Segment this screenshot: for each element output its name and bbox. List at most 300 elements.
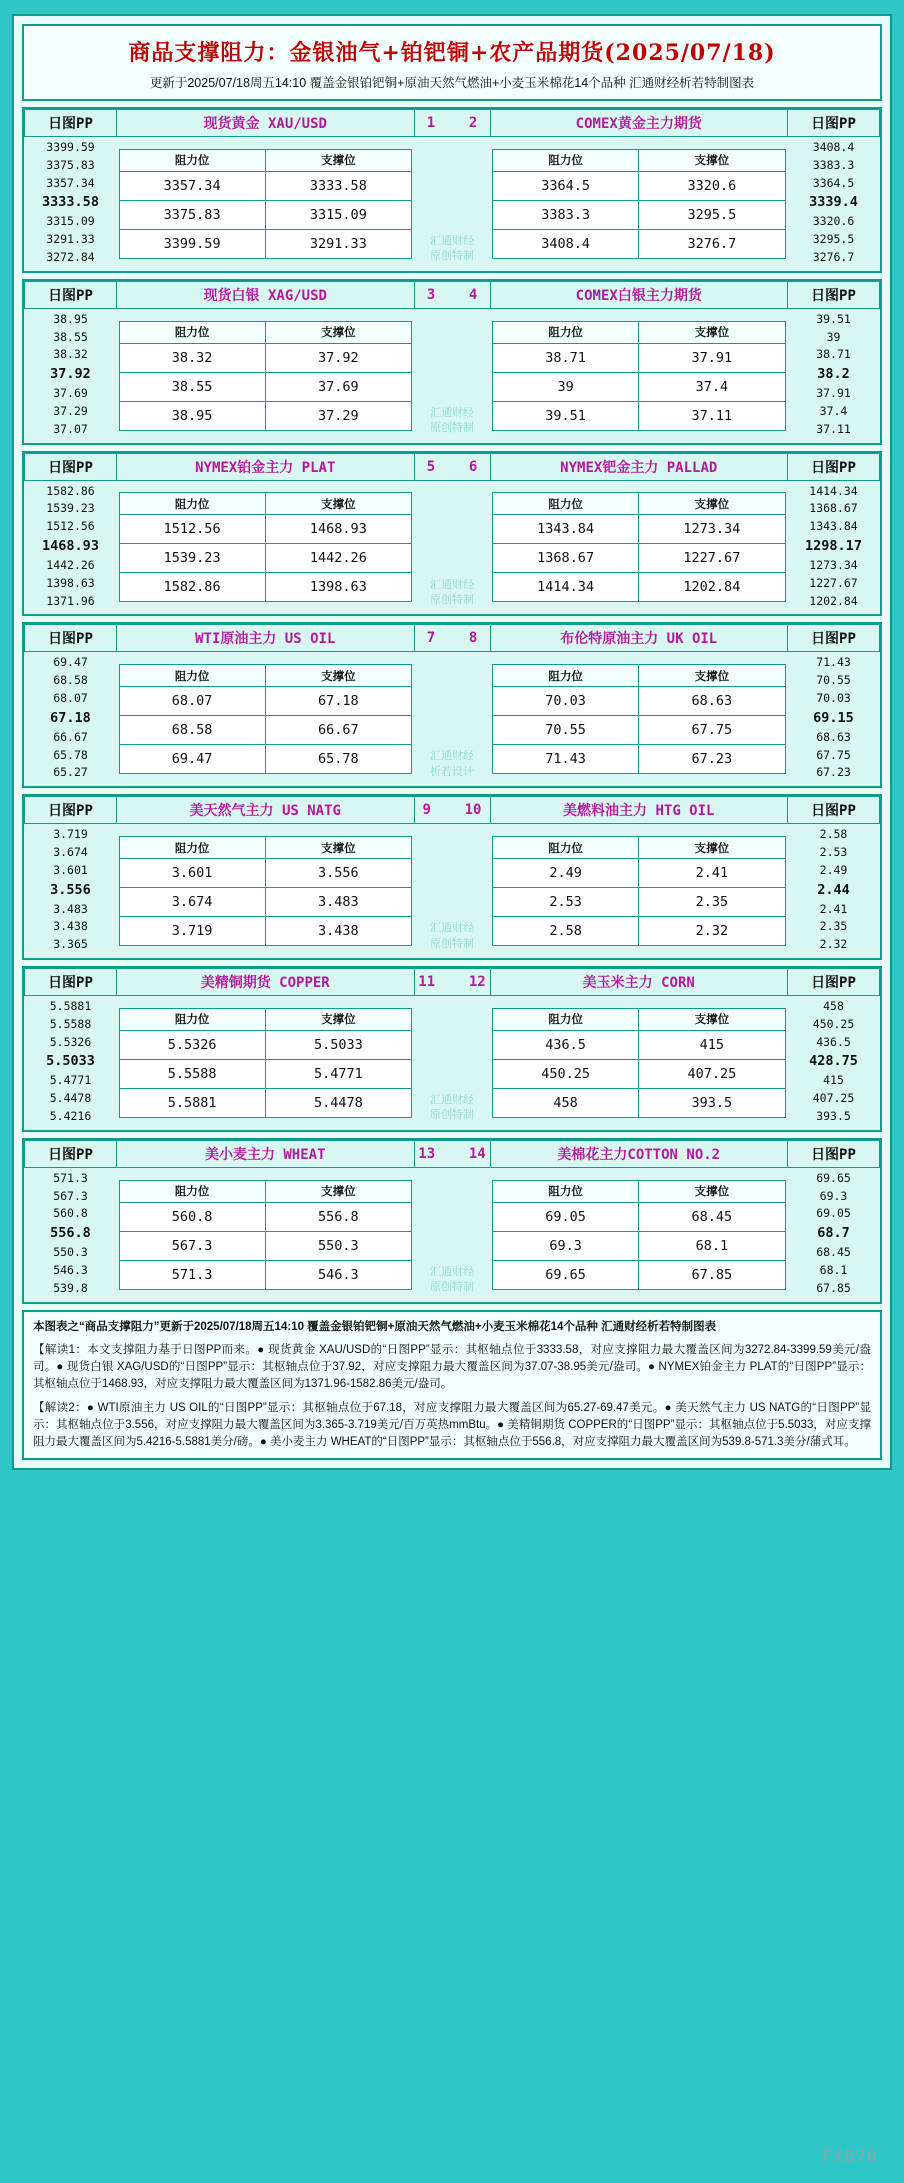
resistance-header: 阻力位 — [493, 1180, 639, 1202]
table-row — [493, 687, 786, 716]
support-cell: 3333.58 — [265, 171, 411, 200]
resistance-cell: 68.58 — [119, 716, 265, 745]
instrument-name-right: 布伦特原油主力 UK OIL — [490, 625, 788, 652]
resistance-cell: 68.07 — [119, 687, 265, 716]
table-row — [493, 1088, 786, 1117]
pp-levels-left — [25, 308, 117, 442]
pp-header-right: 日图PP — [788, 968, 880, 995]
table-row — [119, 171, 412, 200]
pp-level: 37.07 — [53, 421, 88, 436]
pp-level: 65.27 — [53, 765, 88, 780]
table-row — [493, 1260, 786, 1289]
pp-level: 5.5326 — [49, 1034, 92, 1049]
table-row — [119, 1260, 412, 1289]
support-cell: 37.69 — [265, 372, 411, 401]
instrument-name-right: 美玉米主力 CORN — [490, 968, 788, 995]
levels-table — [492, 1008, 786, 1118]
pp-level: 71.43 — [816, 655, 851, 670]
support-cell: 37.91 — [639, 343, 785, 372]
pp-level: 3.674 — [53, 845, 88, 859]
table-row — [119, 1059, 412, 1088]
support-cell: 1468.93 — [265, 515, 411, 544]
support-cell: 1202.84 — [639, 573, 785, 602]
pp-header-left: 日图PP — [25, 281, 117, 308]
table-row — [119, 343, 412, 372]
table-row — [119, 401, 412, 430]
pp-level: 38.71 — [816, 347, 851, 362]
pp-levels-right — [788, 1167, 880, 1301]
resistance-cell: 69.05 — [493, 1202, 639, 1231]
levels-left — [117, 652, 415, 786]
pp-level: 2.58 — [819, 827, 848, 842]
support-cell: 2.32 — [639, 917, 785, 946]
resistance-cell: 39 — [493, 372, 639, 401]
pp-level: 1202.84 — [809, 593, 858, 608]
pp-level: 3408.4 — [812, 140, 855, 154]
support-header: 支撑位 — [265, 665, 411, 687]
support-header: 支撑位 — [265, 1008, 411, 1030]
resistance-cell: 3357.34 — [119, 171, 265, 200]
pp-level: 3375.83 — [46, 157, 95, 172]
blocks-container — [22, 107, 882, 1304]
pp-header-right: 日图PP — [788, 281, 880, 308]
block-index: 11 12 — [414, 968, 490, 995]
pp-level: 38.55 — [53, 329, 88, 344]
support-header: 支撑位 — [639, 665, 785, 687]
table-row — [493, 888, 786, 917]
block-index: 1 2 — [414, 110, 490, 137]
table-row — [493, 401, 786, 430]
pp-level: 68.45 — [816, 1245, 851, 1260]
resistance-cell: 1368.67 — [493, 544, 639, 573]
pp-level: 69.3 — [819, 1188, 848, 1203]
pp-level: 3357.34 — [46, 175, 95, 190]
watermark-cell — [414, 824, 490, 958]
levels-table — [492, 321, 786, 431]
pp-level: 39 — [826, 329, 841, 344]
pp-levels-right — [788, 137, 880, 271]
pp-level: 38.2 — [817, 366, 850, 383]
pp-level: 539.8 — [53, 1280, 88, 1295]
pp-header-right: 日图PP — [788, 625, 880, 652]
pp-level: 3.483 — [53, 901, 88, 916]
resistance-cell: 2.53 — [493, 888, 639, 917]
levels-left — [117, 824, 415, 958]
levels-table — [119, 492, 413, 602]
support-cell: 1442.26 — [265, 544, 411, 573]
table-row — [493, 573, 786, 602]
resistance-cell: 70.03 — [493, 687, 639, 716]
pp-level: 407.25 — [812, 1091, 855, 1106]
instrument-name-right: 美棉花主力COTTON NO.2 — [490, 1140, 788, 1167]
pp-level: 68.07 — [53, 691, 88, 706]
pp-levels-left — [25, 995, 117, 1129]
resistance-cell: 3.601 — [119, 859, 265, 888]
resistance-header: 阻力位 — [493, 493, 639, 515]
pp-levels-right — [788, 308, 880, 442]
resistance-cell: 5.5881 — [119, 1088, 265, 1117]
levels-table — [119, 321, 413, 431]
instrument-name-left: NYMEX铂金主力 PLAT — [117, 453, 415, 480]
pp-level: 67.85 — [816, 1280, 851, 1295]
resistance-header: 阻力位 — [119, 665, 265, 687]
resistance-cell: 69.65 — [493, 1260, 639, 1289]
pp-level: 39.51 — [816, 311, 851, 326]
support-header: 支撑位 — [639, 1180, 785, 1202]
resistance-cell: 436.5 — [493, 1030, 639, 1059]
pp-level: 1414.34 — [809, 483, 858, 498]
resistance-cell: 5.5326 — [119, 1030, 265, 1059]
pp-level: 3.556 — [50, 881, 91, 898]
levels-right — [490, 308, 788, 442]
table-row — [493, 171, 786, 200]
instrument-name-left: 现货白银 XAG/USD — [117, 281, 415, 308]
instrument-name-left: 美小麦主力 WHEAT — [117, 1140, 415, 1167]
resistance-cell: 3364.5 — [493, 171, 639, 200]
support-header: 支撑位 — [639, 1008, 785, 1030]
resistance-cell: 69.47 — [119, 745, 265, 774]
pp-header-left: 日图PP — [25, 625, 117, 652]
support-cell: 67.23 — [639, 745, 785, 774]
resistance-cell: 38.55 — [119, 372, 265, 401]
levels-table — [492, 664, 786, 774]
pp-levels-right — [788, 652, 880, 786]
pp-levels-right — [788, 995, 880, 1129]
support-cell: 1227.67 — [639, 544, 785, 573]
instrument-name-right: 美燃料油主力 HTG OIL — [490, 797, 788, 824]
levels-table — [119, 1180, 413, 1290]
levels-table — [492, 1180, 786, 1290]
table-row — [119, 544, 412, 573]
pp-level: 68.58 — [53, 673, 88, 688]
table-row — [119, 1231, 412, 1260]
table-row — [119, 687, 412, 716]
pp-level: 1368.67 — [809, 501, 858, 516]
resistance-cell: 1512.56 — [119, 515, 265, 544]
levels-table — [119, 836, 413, 946]
instrument-block — [22, 279, 882, 445]
support-cell: 37.11 — [639, 401, 785, 430]
levels-right — [490, 480, 788, 614]
watermark-text: 汇通财经 析若设计 — [430, 749, 474, 778]
levels-left — [117, 995, 415, 1129]
support-cell: 415 — [639, 1030, 785, 1059]
pp-level: 3291.33 — [46, 232, 95, 247]
pp-level: 415 — [823, 1073, 844, 1088]
pp-level: 70.55 — [816, 673, 851, 688]
pp-level: 393.5 — [816, 1108, 851, 1123]
pp-header-left: 日图PP — [25, 968, 117, 995]
watermark-cell — [414, 1167, 490, 1301]
pp-level: 70.03 — [816, 691, 851, 706]
resistance-cell: 458 — [493, 1088, 639, 1117]
support-header: 支撑位 — [639, 493, 785, 515]
pp-level: 1273.34 — [809, 557, 858, 572]
pp-level: 458 — [823, 998, 844, 1013]
pp-header-left: 日图PP — [25, 110, 117, 137]
table-row — [119, 200, 412, 229]
support-cell: 68.1 — [639, 1231, 785, 1260]
resistance-cell: 1414.34 — [493, 573, 639, 602]
table-row — [493, 372, 786, 401]
pp-level: 66.67 — [53, 729, 88, 744]
pp-header-right: 日图PP — [788, 1140, 880, 1167]
pp-level: 68.1 — [819, 1262, 848, 1277]
pp-level: 3339.4 — [809, 194, 858, 211]
watermark-text: 汇通财经 原创特制 — [430, 1093, 474, 1122]
watermark-cell — [414, 480, 490, 614]
footer-line-1: 本图表之“商品支撑阻力”更新于2025/07/18周五14:10 覆盖金银铂钯铜+原油天然气燃油+小麦玉米棉花14个品种 汇通财经析若特制图表 — [33, 1320, 717, 1333]
pp-level: 5.5033 — [46, 1053, 95, 1070]
pp-level: 1343.84 — [809, 519, 858, 534]
pp-level: 3333.58 — [42, 194, 99, 211]
resistance-header: 阻力位 — [119, 149, 265, 171]
watermark-text: 汇通财经 原创特制 — [430, 921, 474, 950]
levels-table — [119, 149, 413, 259]
support-header: 支撑位 — [639, 837, 785, 859]
table-row — [493, 859, 786, 888]
pp-level: 1371.96 — [46, 593, 95, 608]
levels-table — [119, 1008, 413, 1118]
support-cell: 3.438 — [265, 917, 411, 946]
support-cell: 67.75 — [639, 716, 785, 745]
resistance-cell: 1343.84 — [493, 515, 639, 544]
support-cell: 1398.63 — [265, 573, 411, 602]
pp-level: 5.5588 — [49, 1016, 92, 1031]
pp-level: 3.719 — [53, 827, 88, 842]
instrument-name-left: 美精铜期货 COPPER — [117, 968, 415, 995]
pp-level: 65.78 — [53, 747, 88, 762]
resistance-header: 阻力位 — [119, 321, 265, 343]
pp-level: 67.18 — [50, 709, 91, 726]
table-row — [119, 716, 412, 745]
resistance-cell: 3383.3 — [493, 200, 639, 229]
footer — [22, 1310, 882, 1461]
pp-level: 550.3 — [53, 1245, 88, 1260]
table-row — [493, 1231, 786, 1260]
resistance-cell: 2.49 — [493, 859, 639, 888]
watermark-cell — [414, 995, 490, 1129]
table-row — [119, 745, 412, 774]
pp-header-left: 日图PP — [25, 1140, 117, 1167]
pp-level: 3295.5 — [812, 232, 855, 247]
pp-level: 3276.7 — [812, 249, 855, 264]
table-row — [493, 544, 786, 573]
pp-level: 5.5881 — [49, 998, 92, 1013]
instrument-block — [22, 622, 882, 788]
levels-left — [117, 480, 415, 614]
pp-level: 436.5 — [816, 1034, 851, 1049]
table-row — [119, 1202, 412, 1231]
support-cell: 3291.33 — [265, 229, 411, 258]
support-cell: 67.18 — [265, 687, 411, 716]
levels-left — [117, 1167, 415, 1301]
resistance-header: 阻力位 — [119, 1008, 265, 1030]
resistance-cell: 3408.4 — [493, 229, 639, 258]
resistance-cell: 69.3 — [493, 1231, 639, 1260]
pp-level: 556.8 — [50, 1225, 91, 1242]
pp-level: 428.75 — [809, 1053, 858, 1070]
pp-level: 37.11 — [816, 421, 851, 436]
pp-level: 37.69 — [53, 386, 88, 401]
support-cell: 3.483 — [265, 888, 411, 917]
watermark-cell — [414, 137, 490, 271]
pp-level: 2.32 — [819, 937, 848, 952]
report-sheet — [12, 14, 892, 1470]
levels-right — [490, 824, 788, 958]
pp-level: 546.3 — [53, 1262, 88, 1277]
table-row — [493, 1059, 786, 1088]
pp-level: 37.29 — [53, 403, 88, 418]
support-cell: 3320.6 — [639, 171, 785, 200]
pp-levels-left — [25, 824, 117, 958]
pp-level: 3315.09 — [46, 214, 95, 229]
pp-level: 37.91 — [816, 386, 851, 401]
pp-level: 450.25 — [812, 1016, 855, 1031]
support-header: 支撑位 — [265, 1180, 411, 1202]
resistance-header: 阻力位 — [119, 493, 265, 515]
resistance-header: 阻力位 — [493, 321, 639, 343]
support-cell: 5.4478 — [265, 1088, 411, 1117]
support-cell: 546.3 — [265, 1260, 411, 1289]
support-cell: 37.29 — [265, 401, 411, 430]
resistance-header: 阻力位 — [493, 149, 639, 171]
pp-levels-left — [25, 137, 117, 271]
table-row — [493, 515, 786, 544]
support-cell: 3315.09 — [265, 200, 411, 229]
support-header: 支撑位 — [265, 493, 411, 515]
resistance-cell: 3.719 — [119, 917, 265, 946]
support-cell: 3295.5 — [639, 200, 785, 229]
levels-right — [490, 652, 788, 786]
support-header: 支撑位 — [265, 837, 411, 859]
resistance-cell: 560.8 — [119, 1202, 265, 1231]
table-row — [119, 917, 412, 946]
resistance-cell: 3399.59 — [119, 229, 265, 258]
levels-left — [117, 308, 415, 442]
table-row — [119, 229, 412, 258]
instrument-name-left: WTI原油主力 US OIL — [117, 625, 415, 652]
pp-level: 3272.84 — [46, 249, 95, 264]
instrument-block — [22, 451, 882, 617]
block-index: 7 8 — [414, 625, 490, 652]
pp-levels-left — [25, 652, 117, 786]
table-row — [119, 573, 412, 602]
pp-level: 5.4771 — [49, 1073, 92, 1088]
resistance-cell: 1539.23 — [119, 544, 265, 573]
watermark-text: 汇通财经 原创特制 — [430, 405, 474, 435]
watermark-cell — [414, 652, 490, 786]
table-row — [119, 1088, 412, 1117]
pp-level: 38.32 — [53, 347, 88, 362]
support-cell: 65.78 — [265, 745, 411, 774]
pp-level: 1227.67 — [809, 575, 858, 590]
support-cell: 68.45 — [639, 1202, 785, 1231]
brand-watermark: FX678 — [821, 2147, 878, 2167]
table-row — [493, 745, 786, 774]
instrument-block — [22, 794, 882, 960]
page-subtitle: 更新于2025/07/18周五14:10 覆盖金银铂钯铜+原油天然气燃油+小麦玉米棉花14个品种 汇通财经析若特制图表 — [149, 76, 755, 90]
support-cell: 2.35 — [639, 888, 785, 917]
resistance-cell: 70.55 — [493, 716, 639, 745]
pp-level: 3320.6 — [812, 214, 855, 229]
pp-levels-left — [25, 1167, 117, 1301]
instrument-name-right: COMEX黄金主力期货 — [490, 110, 788, 137]
instrument-name-right: NYMEX钯金主力 PALLAD — [490, 453, 788, 480]
table-row — [493, 200, 786, 229]
resistance-cell: 3.674 — [119, 888, 265, 917]
levels-right — [490, 137, 788, 271]
pp-level: 1539.23 — [46, 501, 95, 516]
pp-level: 69.15 — [813, 709, 854, 726]
resistance-cell: 38.71 — [493, 343, 639, 372]
pp-level: 2.49 — [819, 862, 848, 877]
resistance-cell: 38.95 — [119, 401, 265, 430]
pp-header-left: 日图PP — [25, 453, 117, 480]
levels-right — [490, 995, 788, 1129]
resistance-cell: 38.32 — [119, 343, 265, 372]
levels-table — [492, 836, 786, 946]
pp-levels-right — [788, 824, 880, 958]
pp-level: 5.4478 — [49, 1091, 92, 1106]
resistance-cell: 1582.86 — [119, 573, 265, 602]
table-row — [119, 1030, 412, 1059]
support-cell: 68.63 — [639, 687, 785, 716]
table-row — [119, 888, 412, 917]
pp-level: 37.92 — [50, 366, 91, 383]
pp-level: 69.65 — [816, 1170, 851, 1185]
pp-header-right: 日图PP — [788, 110, 880, 137]
levels-right — [490, 1167, 788, 1301]
pp-level: 3399.59 — [46, 140, 95, 154]
instrument-block — [22, 966, 882, 1132]
pp-level: 1442.26 — [46, 557, 95, 572]
title-bar — [22, 24, 882, 101]
instrument-name-right: COMEX白银主力期货 — [490, 281, 788, 308]
support-cell: 67.85 — [639, 1260, 785, 1289]
table-row — [493, 229, 786, 258]
pp-header-right: 日图PP — [788, 797, 880, 824]
block-index: 5 6 — [414, 453, 490, 480]
watermark-text: 汇通财经 原创特制 — [430, 1264, 474, 1294]
page-title: 商品支撑阻力：金银油气+铂钯铜+农产品期货(2025/07/18) — [128, 40, 776, 66]
support-cell: 5.4771 — [265, 1059, 411, 1088]
support-cell: 393.5 — [639, 1088, 785, 1117]
footer-note-1: 【解读1：本文支撑阻力基于日图PP而来。● 现货黄金 XAU/USD的“日图PP”显示：其枢轴点位于3333.58，对应支撑阻力最大覆盖区间为3272.84-3399.59美元/盎司。● 现货白银 XAG/USD的“日图PP”显示：其枢轴点位于37.92，对应支撑阻力最大覆盖区间为37.07-38.95美元/盎司。● NYMEX铂金主力 PLAT的“日图PP”显示：其枢轴点位于1468.93，对应支撑阻力最大覆盖区间为1371.96-1582.86美元/盎司。 — [33, 1343, 871, 1391]
resistance-header: 阻力位 — [493, 1008, 639, 1030]
pp-level: 1512.56 — [46, 519, 95, 534]
pp-level: 3383.3 — [812, 157, 855, 172]
support-header: 支撑位 — [639, 321, 785, 343]
pp-level: 1398.63 — [46, 575, 95, 590]
pp-level: 69.47 — [53, 655, 88, 670]
pp-level: 1582.86 — [46, 483, 95, 498]
pp-level: 3.365 — [53, 937, 88, 952]
table-row — [493, 716, 786, 745]
resistance-cell: 71.43 — [493, 745, 639, 774]
support-cell: 2.41 — [639, 859, 785, 888]
resistance-cell: 571.3 — [119, 1260, 265, 1289]
pp-level: 2.44 — [817, 881, 850, 898]
pp-level: 68.7 — [817, 1225, 850, 1242]
pp-level: 571.3 — [53, 1170, 88, 1185]
pp-level: 2.35 — [819, 919, 848, 934]
support-cell: 37.92 — [265, 343, 411, 372]
levels-table — [492, 492, 786, 602]
pp-header-right: 日图PP — [788, 453, 880, 480]
table-row — [493, 1202, 786, 1231]
instrument-name-left: 现货黄金 XAU/USD — [117, 110, 415, 137]
